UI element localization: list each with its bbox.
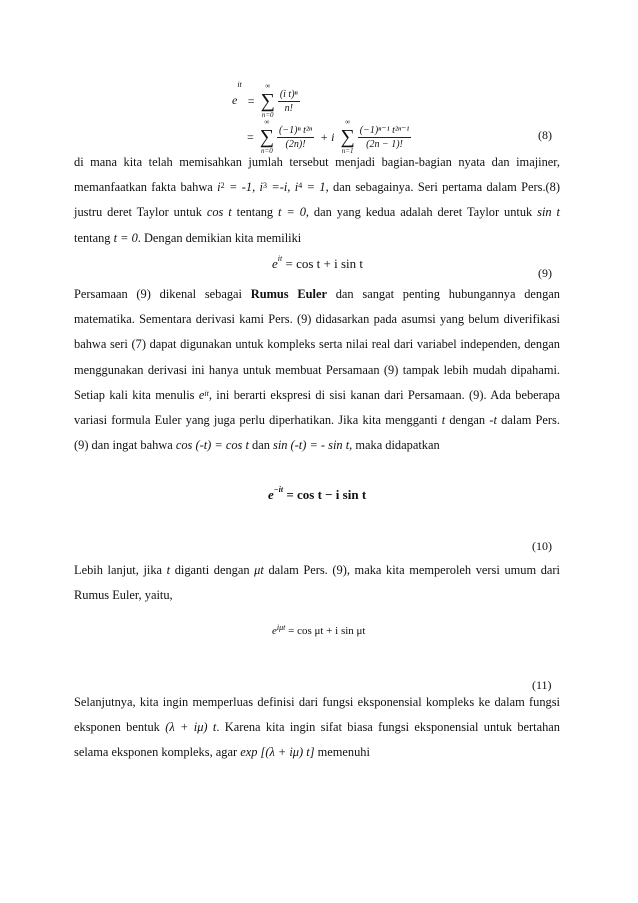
math-text: sin t — [537, 205, 560, 220]
paragraph-4 — [74, 690, 560, 766]
math-text: cos t — [206, 205, 232, 220]
text: dan — [248, 438, 273, 453]
sum-lower: n=0 — [261, 111, 274, 119]
eq8-plus-i: + i — [320, 129, 335, 144]
math-e: e — [198, 387, 205, 402]
equation-number-8: (8) — [538, 128, 552, 142]
eq-sup: it — [277, 254, 283, 263]
math-i: i — [217, 180, 221, 195]
eq8-sum-1 — [261, 82, 275, 120]
text: , dan sebagainya. Seri pertama dalam Pers.(8) justru deret Taylor untuk — [74, 180, 560, 220]
frac-denominator: n! — [284, 102, 293, 114]
equation-9 — [272, 256, 363, 272]
eq8-equals-2: = — [247, 129, 254, 144]
eq-sup: −it — [273, 485, 284, 494]
equation-10 — [268, 487, 366, 503]
math-text: = 1 — [302, 180, 326, 195]
paragraph-1 — [74, 150, 560, 251]
math-text: t — [166, 563, 171, 577]
sum-upper: ∞ — [265, 82, 271, 90]
eq8-frac-1 — [278, 88, 300, 115]
equation-number-9: (9) — [538, 266, 552, 280]
sigma-icon: ∑ — [259, 126, 275, 148]
equation-8-line1 — [232, 82, 300, 120]
equation-number-11: (11) — [532, 678, 552, 692]
math-sup: it — [204, 388, 209, 398]
sum-upper: ∞ — [264, 118, 270, 126]
text: di mana kita telah memisahkan jumlah tersebut menjadi bagian-bagian nyata dan imajiner, memanfaatkan fakta bahwa — [74, 155, 560, 195]
bold-term: Rumus Euler — [250, 287, 327, 301]
text: . Karena kita ingin sifat biasa fungsi eksponensial untuk bertahan selama eksponen kompleks, agar — [74, 720, 560, 760]
eq-lhs: e — [272, 256, 278, 271]
paragraph-2 — [74, 282, 560, 458]
text: , maka didapatkan — [349, 438, 440, 453]
math-text: exp [(λ + iμ) t] — [240, 745, 315, 760]
text: dalam Pers. (9) dan ingat bahwa — [74, 413, 560, 453]
sigma-icon: ∑ — [340, 126, 355, 148]
sum-lower: n=0 — [261, 147, 273, 155]
eq8-lhs-sup: it — [237, 80, 242, 89]
eq-rhs: = cos t + i sin t — [282, 256, 363, 271]
text: , ini berarti ekspresi di sisi kanan dari Persamaan. (9). Ada beberapa variasi formula Euler yang juga perlu diperhatikan. Jika kita mengganti — [74, 387, 560, 428]
equation-number-10: (10) — [532, 539, 552, 553]
frac-numerator: (−1)ⁿ⁻¹ t²ⁿ⁻¹ — [359, 124, 410, 136]
text: dalam Pers. (9), maka kita memperoleh versi umum dari Rumus Euler, yaitu, — [74, 563, 560, 603]
math-sup: 4 — [298, 181, 303, 191]
math-text: cos (-t) = cos t — [175, 438, 249, 453]
math-text: (λ + iμ) t — [165, 720, 217, 735]
sigma-icon: ∑ — [260, 90, 275, 112]
text: tentang — [231, 205, 279, 220]
eq8-lhs: e — [232, 92, 238, 107]
eq-rhs: = cos t − i sin t — [283, 487, 367, 502]
text: dan sangat penting hubungannya dengan matematika. Sementara derivasi kami Pers. (9) didasarkan pada asumsi yang belum diverifikasi bahwa seri (7) dapat digunakan untuk kompleks serta nilai real dari variabel independen, dengan menggunakan derivasi ini hanya untuk membuat Persamaan (9) tampak lebih mudah dipahami. Setiap kali kita menulis — [74, 287, 560, 402]
math-i: i — [294, 180, 299, 195]
frac-denominator: (2n)! — [285, 138, 306, 150]
text: memenuhi — [314, 745, 370, 760]
eq8-frac-3 — [358, 124, 412, 151]
math-sup: 3 — [263, 181, 267, 191]
eq-sup: iμt — [276, 623, 286, 632]
text: tentang — [74, 230, 114, 245]
math-sup: 2 — [220, 181, 225, 191]
frac-denominator: (2n − 1)! — [366, 138, 403, 150]
math-text: =-i, — [267, 180, 295, 195]
equation-11 — [272, 625, 365, 637]
text: diganti dengan — [170, 563, 255, 577]
text: Persamaan (9) dikenal sebagai — [74, 287, 251, 301]
eq8-equals-1: = — [247, 93, 255, 108]
text: , dan yang kedua adalah deret Taylor untuk — [305, 205, 538, 220]
text: dengan — [445, 413, 490, 428]
math-text: = -1, — [224, 180, 260, 195]
math-text: t = 0 — [113, 230, 138, 245]
frac-numerator: (i t)ⁿ — [279, 88, 298, 100]
sum-upper: ∞ — [345, 118, 351, 126]
text: Selanjutnya, kita ingin memperluas definisi dari fungsi eksponensial kompleks ke dalam fungsi eksponen bentuk — [74, 695, 560, 735]
math-text: μt — [254, 563, 264, 577]
text: . Dengan demikian kita memiliki — [137, 230, 302, 245]
math-text: sin (-t) = - sin t — [273, 438, 350, 453]
math-text: -t — [489, 413, 497, 428]
math-text: t — [441, 413, 446, 428]
eq-rhs: = cos μt + i sin μt — [285, 625, 366, 637]
frac-numerator: (−1)ⁿ t²ⁿ — [279, 124, 313, 136]
eq-lhs: e — [272, 625, 277, 637]
text: Lebih lanjut, jika — [74, 563, 167, 577]
eq-lhs: e — [268, 487, 274, 502]
math-i: i — [259, 180, 263, 195]
eq8-frac-2 — [277, 124, 314, 151]
paragraph-3 — [74, 558, 560, 608]
math-text: t = 0 — [278, 205, 306, 220]
sum-lower: n=1 — [341, 147, 354, 155]
